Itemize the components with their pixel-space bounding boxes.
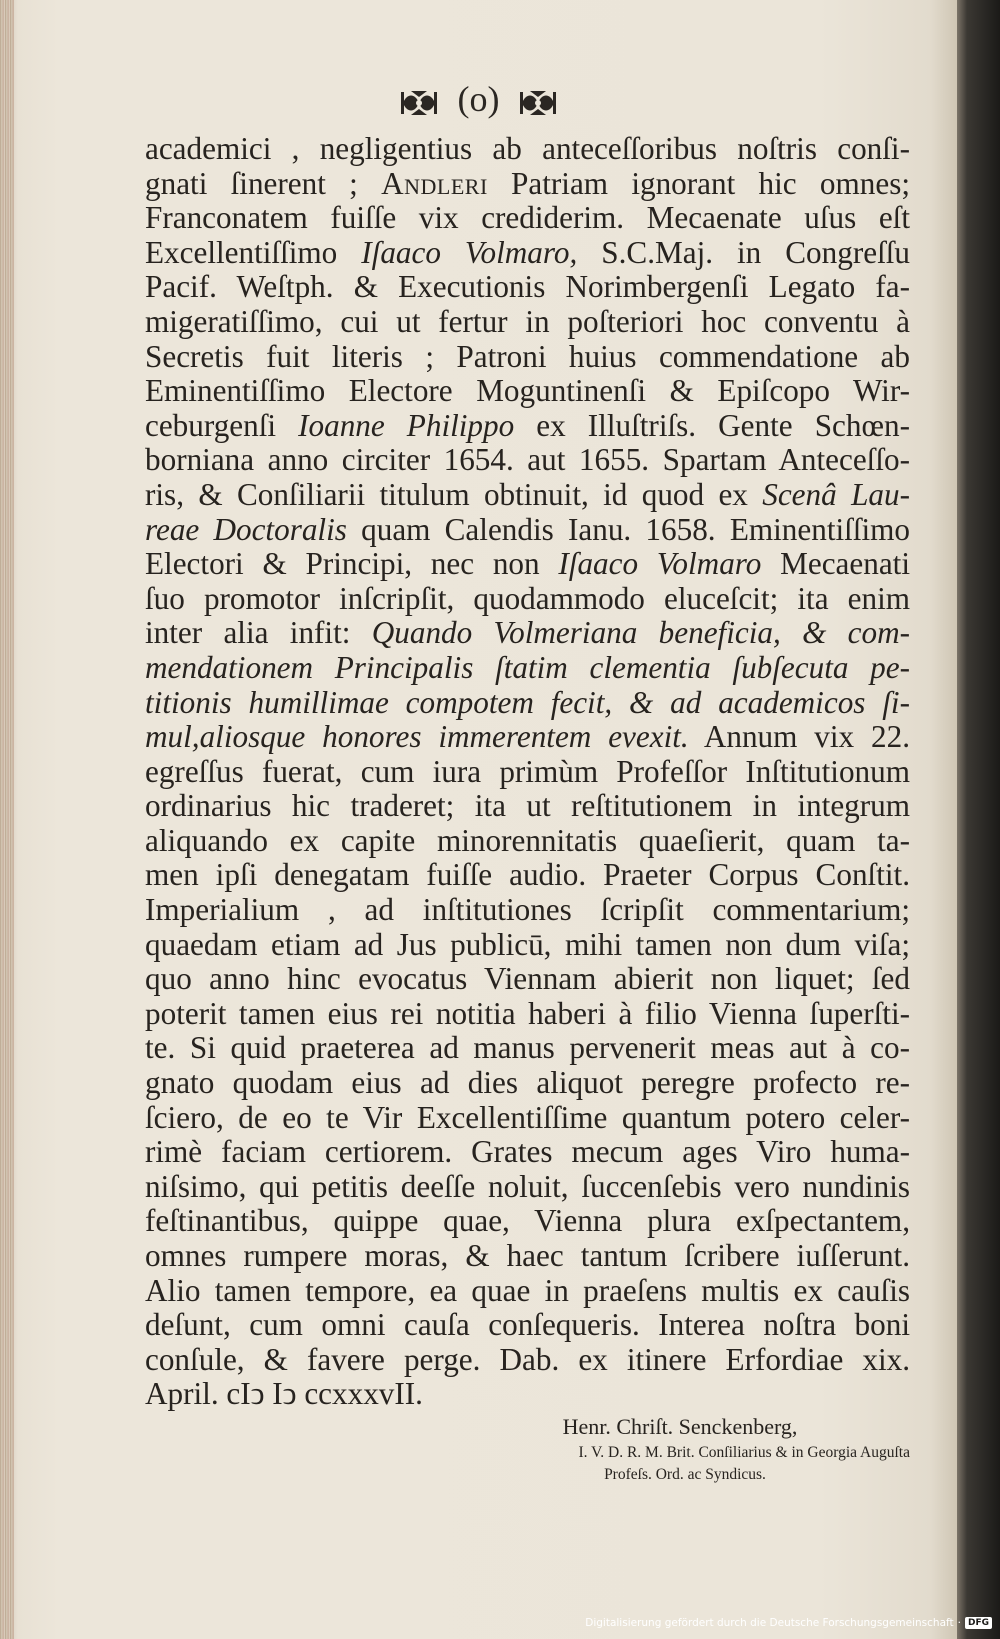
text-line: [145, 789, 910, 824]
text-segment: te. Si quid praeterea ad manus pervenerit meas aut à co-: [145, 1030, 910, 1066]
text-segment: deſunt, cum omni cauſa conſequeris. Interea noſtra boni: [145, 1307, 910, 1343]
footer-separator: ·: [957, 1617, 961, 1629]
text-line: [145, 997, 910, 1032]
signature-credential-2: Profeſs. Ord. ac Syndicus.: [604, 1466, 766, 1483]
text-line: [145, 513, 910, 548]
text-line: [145, 1377, 910, 1412]
smallcaps-segment: Andleri: [381, 165, 488, 201]
text-line: [145, 201, 910, 236]
text-segment: Mecaenati: [761, 546, 911, 582]
text-segment: Patriam ignorant hic omnes;: [487, 165, 910, 201]
text-line: [145, 340, 910, 375]
italic-segment: Iſaaco Volmaro,: [361, 234, 578, 270]
text-line: [145, 582, 910, 617]
ornament-left-icon: [399, 89, 439, 117]
text-segment: poterit tamen eius rei notitia haberi à filio Vienna ſuperſti-: [145, 995, 910, 1031]
text-line: [145, 1101, 910, 1136]
text-segment: April. cIↄ Iↄ ccxxxvII.: [145, 1376, 423, 1412]
page-edge-left: [0, 0, 14, 1639]
text-segment: Annum vix 22.: [688, 719, 910, 755]
text-segment: gnati ſinerent ;: [145, 165, 382, 201]
text-segment: S.C.Maj. in Congreſſu: [577, 234, 910, 270]
text-segment: conſule, & favere perge. Dab. ex itinere Erfordiae xix.: [145, 1341, 910, 1377]
text-line: [145, 1343, 910, 1378]
text-segment: ſciero, de eo te Vir Excellentiſſime quantum potero celer-: [145, 1099, 910, 1135]
italic-segment: Iſaaco Volmaro: [558, 546, 762, 582]
text-segment: niſsimo, qui petitis deeſſe noluit, ſuccenſebis vero nundinis: [145, 1168, 910, 1204]
text-line: [145, 755, 910, 790]
italic-segment: Quando Volmeriana beneficia, & com-: [371, 615, 910, 651]
text-segment: Pacif. Weſtph. & Executionis Norimbergenſi Legato fa-: [145, 269, 910, 305]
text-segment: quaedam etiam ad Jus publicū, mihi tamen non dum viſa;: [145, 926, 910, 962]
text-line: [145, 1204, 910, 1239]
text-line: [145, 374, 910, 409]
text-segment: quam Calendis Ianu. 1658. Eminentiſſimo: [346, 511, 910, 547]
letter-body: [145, 132, 910, 1412]
text-line: [145, 1239, 910, 1274]
text-line: [145, 720, 910, 755]
text-line: [145, 928, 910, 963]
ornament-right-icon: [518, 89, 558, 117]
text-segment: ris, & Conſiliarii titulum obtinuit, id quod ex: [145, 476, 763, 512]
text-line: [145, 1135, 910, 1170]
italic-segment: Ioanne Philippo: [298, 407, 515, 443]
text-line: [145, 1031, 910, 1066]
text-line: [145, 409, 910, 444]
text-segment: quo anno hinc evocatus Viennam abierit non liquet; ſed: [145, 961, 910, 997]
text-line: [145, 478, 910, 513]
digitization-footer: [585, 1615, 992, 1631]
text-line: [145, 547, 910, 582]
text-line: [145, 270, 910, 305]
text-line: [145, 305, 910, 340]
text-segment: ordinarius hic traderet; ita ut reſtitutionem in integrum: [145, 788, 910, 824]
text-segment: ſuo promotor inſcripſit, quodammodo eluceſcit; ita enim: [145, 580, 910, 616]
text-segment: omnes rumpere moras, & haec tantum ſcribere iuſſerunt.: [145, 1238, 910, 1273]
text-segment: academici , negligentius ab anteceſſoribus noſtris conſi-: [145, 131, 910, 166]
text-segment: ex Illuſtriſs. Gente Schœn-: [514, 407, 910, 443]
text-line: [145, 167, 910, 202]
page-number: (o): [457, 79, 500, 119]
text-line: [145, 236, 910, 271]
text-segment: Eminentiſſimo Electore Moguntinenſi & Epiſcopo Wir-: [145, 373, 910, 409]
text-segment: feſtinantibus, quippe quae, Vienna plura exſpectantem,: [145, 1203, 910, 1239]
text-segment: gnato quodam eius ad dies aliquot peregre profecto re-: [145, 1065, 910, 1101]
text-line: [145, 858, 910, 893]
text-segment: ceburgenſi: [145, 407, 299, 443]
text-line: [145, 1066, 910, 1101]
text-segment: Alio tamen tempore, ea quae in praeſens multis ex cauſis: [145, 1272, 910, 1308]
footer-text: Digitalisierung gefördert durch die Deutsche Forschungsgemeinschaft: [585, 1617, 954, 1629]
page-header: [0, 78, 957, 120]
text-segment: borniana anno circiter 1654. aut 1655. Spartam Anteceſſo-: [145, 442, 910, 478]
text-segment: Franconatem fuiſſe vix crediderim. Mecaenate uſus eſt: [145, 200, 910, 236]
italic-segment: Scenâ Lau-: [762, 476, 910, 512]
text-segment: egreſſus fuerat, cum iura primùm Profeſſor Inſtitutionum: [145, 753, 910, 789]
signature-name: Henr. Chriſt. Senckenberg,: [562, 1414, 798, 1439]
italic-segment: titionis humillimae compotem fecit, & ad academicos ſi-: [145, 684, 910, 720]
text-line: [145, 824, 910, 859]
text-line: [145, 962, 910, 997]
text-segment: migeratiſſimo, cui ut fertur in poſteriori hoc conventu à: [145, 303, 910, 339]
text-line: [145, 651, 910, 686]
dfg-logo: DFG: [965, 1617, 992, 1629]
text-line: [145, 1170, 910, 1205]
text-line: [145, 893, 910, 928]
text-segment: Excellentiſſimo: [145, 234, 362, 270]
signature-block: [380, 1412, 910, 1486]
text-segment: Electori & Principi, nec non: [145, 546, 559, 582]
text-segment: aliquando ex capite minorennitatis quaeſierit, quam ta-: [145, 822, 910, 858]
text-line: [145, 1308, 910, 1343]
text-line: [145, 132, 910, 167]
text-line: [145, 443, 910, 478]
italic-segment: reae Doctoralis: [145, 511, 347, 547]
text-segment: Imperialium , ad inſtitutiones ſcripſit commentarium;: [145, 892, 910, 928]
text-segment: rimè faciam certiorem. Grates mecum ages Viro huma-: [145, 1134, 910, 1170]
text-line: [145, 1274, 910, 1309]
italic-segment: mendationem Principalis ſtatim clementia ſubſecuta pe-: [145, 649, 910, 685]
text-segment: Secretis fuit literis ; Patroni huius commendatione ab: [145, 338, 910, 374]
text-segment: men ipſi denegatam fuiſſe audio. Praeter Corpus Conſtit.: [145, 857, 910, 893]
signature-credential-1: I. V. D. R. M. Brit. Conſiliarius & in Georgia Auguſta: [578, 1444, 910, 1461]
book-gutter: [957, 0, 1000, 1639]
italic-segment: mul,aliosque honores immerentem evexit.: [145, 719, 689, 755]
text-line: [145, 686, 910, 721]
text-segment: inter alia infit:: [145, 615, 372, 651]
text-line: [145, 616, 910, 651]
